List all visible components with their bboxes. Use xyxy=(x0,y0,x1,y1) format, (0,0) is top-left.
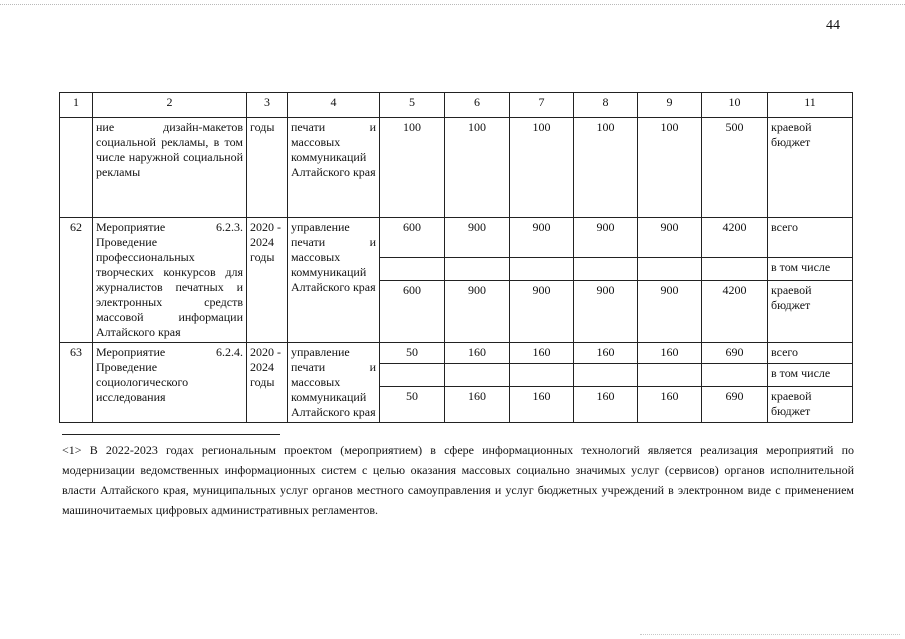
event-executor: печати и массовых коммуникаций Алтайского края xyxy=(288,118,380,218)
footnote-separator xyxy=(62,434,280,435)
value-cell: 600 xyxy=(380,218,445,258)
value-cell: 4200 xyxy=(702,281,768,343)
value-cell xyxy=(380,363,445,386)
column-header: 11 xyxy=(768,93,853,118)
value-cell: 160 xyxy=(574,343,638,364)
value-cell: 4200 xyxy=(702,218,768,258)
value-cell xyxy=(380,258,445,281)
value-cell: 600 xyxy=(380,281,445,343)
funding-source: в том числе xyxy=(768,258,853,281)
column-header: 6 xyxy=(445,93,510,118)
event-years: 2020 - 2024 годы xyxy=(247,343,288,423)
table-row xyxy=(60,118,853,218)
value-cell: 900 xyxy=(638,218,702,258)
value-cell xyxy=(574,258,638,281)
value-cell: 900 xyxy=(574,281,638,343)
column-header: 9 xyxy=(638,93,702,118)
value-cell: 160 xyxy=(445,343,510,364)
value-cell: 160 xyxy=(574,386,638,422)
column-header: 4 xyxy=(288,93,380,118)
column-header: 7 xyxy=(510,93,574,118)
funding-source: краевой бюджет xyxy=(768,281,853,343)
value-cell: 100 xyxy=(510,118,574,218)
value-cell xyxy=(638,363,702,386)
value-cell xyxy=(638,258,702,281)
value-cell: 50 xyxy=(380,343,445,364)
funding-source: краевой бюджет xyxy=(768,386,853,422)
event-description: Мероприятие 6.2.3. Проведение профессиональных творческих конкурсов для журналистов печатных и электронных средств массовой информации Алтайского края xyxy=(93,218,247,343)
value-cell xyxy=(445,363,510,386)
value-cell: 900 xyxy=(510,281,574,343)
event-description: ние дизайн-макетов социальной рекламы, в том числе наружной социальной рекламы xyxy=(93,118,247,218)
value-cell: 900 xyxy=(574,218,638,258)
column-header: 10 xyxy=(702,93,768,118)
value-cell xyxy=(445,258,510,281)
column-header: 3 xyxy=(247,93,288,118)
event-years: годы xyxy=(247,118,288,218)
row-number-cell xyxy=(60,118,93,218)
header-row xyxy=(60,93,853,118)
funding-source: всего xyxy=(768,343,853,364)
table-row xyxy=(60,218,853,258)
column-header: 1 xyxy=(60,93,93,118)
value-cell: 160 xyxy=(510,386,574,422)
value-cell xyxy=(510,258,574,281)
top-scan-edge xyxy=(0,4,905,5)
value-cell: 160 xyxy=(510,343,574,364)
event-executor: управление печати и массовых коммуникаций Алтайского края xyxy=(288,343,380,423)
value-cell xyxy=(702,363,768,386)
table-row xyxy=(60,343,853,364)
program-table xyxy=(59,92,853,423)
funding-source: в том числе xyxy=(768,363,853,386)
value-cell: 690 xyxy=(702,386,768,422)
value-cell: 100 xyxy=(574,118,638,218)
value-cell: 160 xyxy=(638,343,702,364)
event-executor: управление печати и массовых коммуникаций Алтайского края xyxy=(288,218,380,343)
value-cell: 100 xyxy=(638,118,702,218)
value-cell: 900 xyxy=(510,218,574,258)
row-number-cell: 62 xyxy=(60,218,93,343)
column-header: 5 xyxy=(380,93,445,118)
value-cell xyxy=(510,363,574,386)
footnote: <1> В 2022-2023 годах региональным проектом (мероприятием) в сфере информационных технологий является реализация мероприятий по модернизации ведомственных информационных систем с целью оказания массовых социально значимых услуг (сервисов) органов исполнительной власти Алтайского края, муниципальных услуг органов местного самоуправления и услуг бюджетных учреждений в электронном виде с применением машиночитаемых цифровых административных регламентов. xyxy=(62,443,854,517)
value-cell: 100 xyxy=(380,118,445,218)
column-header: 2 xyxy=(93,93,247,118)
bottom-scan-edge xyxy=(640,634,900,635)
event-description: Мероприятие 6.2.4. Проведение социологического исследования xyxy=(93,343,247,423)
column-header: 8 xyxy=(574,93,638,118)
value-cell xyxy=(702,258,768,281)
value-cell: 160 xyxy=(445,386,510,422)
value-cell: 100 xyxy=(445,118,510,218)
value-cell: 50 xyxy=(380,386,445,422)
funding-source: всего xyxy=(768,218,853,258)
value-cell: 160 xyxy=(638,386,702,422)
page-number: 44 xyxy=(826,18,840,33)
event-years: 2020 - 2024 годы xyxy=(247,218,288,343)
value-cell: 500 xyxy=(702,118,768,218)
value-cell: 900 xyxy=(445,281,510,343)
funding-source: краевой бюджет xyxy=(768,118,853,218)
value-cell: 690 xyxy=(702,343,768,364)
row-number-cell: 63 xyxy=(60,343,93,423)
value-cell: 900 xyxy=(638,281,702,343)
value-cell: 900 xyxy=(445,218,510,258)
value-cell xyxy=(574,363,638,386)
